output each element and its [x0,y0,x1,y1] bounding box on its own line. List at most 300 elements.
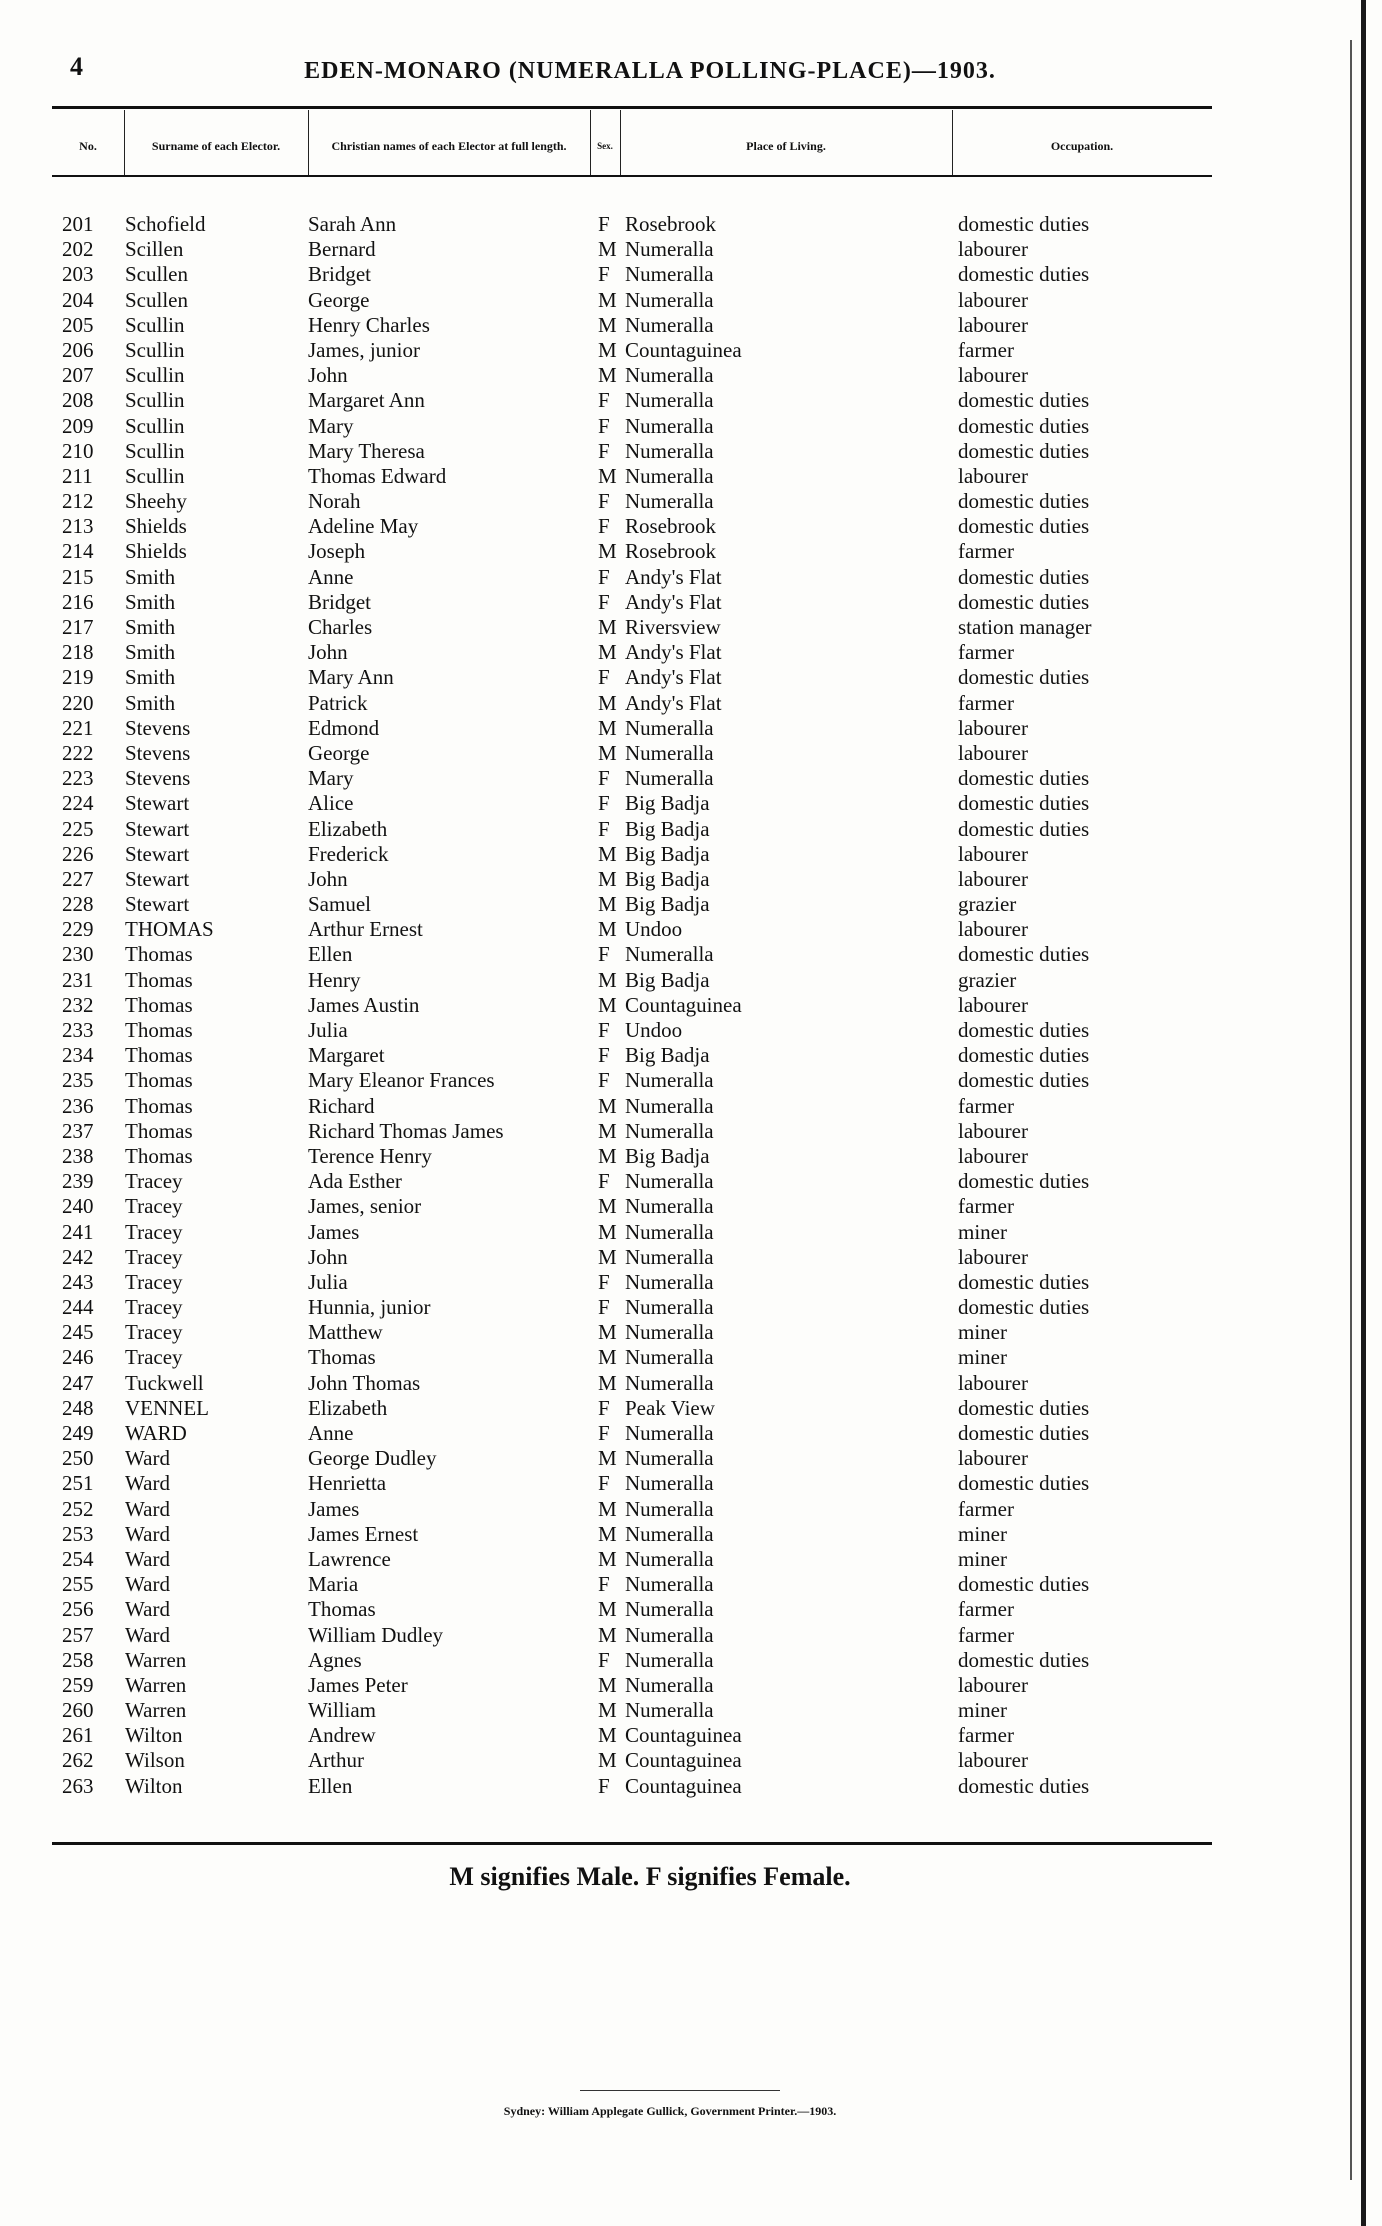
table-row [0,1748,1300,1773]
table-row [0,464,1300,489]
elector-christian-names: Thomas [308,1597,376,1622]
elector-place: Peak View [625,1395,715,1420]
elector-christian-names: Mary Theresa [308,438,425,463]
header-no: No. [79,139,97,153]
elector-surname: Tracey [125,1244,183,1269]
elector-number: 224 [62,791,94,816]
elector-christian-names: John Thomas [308,1370,421,1395]
elector-surname: Thomas [125,1018,193,1042]
elector-place: Numeralla [625,1320,714,1345]
elector-surname: Smith [125,665,176,690]
elector-christian-names: Margaret [308,1043,385,1068]
elector-occupation: labourer [958,1446,1028,1471]
elector-place: Undoo [625,917,683,942]
elector-surname: Ward [125,1622,170,1647]
elector-surname: Scullin [125,438,185,463]
column-divider [620,110,621,176]
table-row [0,1421,1300,1446]
page-title: EDEN-MONARO (NUMERALLA POLLING-PLACE)—1903. [304,58,996,84]
elector-surname: Thomas [125,1118,193,1143]
elector-sex: M [598,312,617,337]
elector-occupation: farmer [958,337,1014,362]
elector-place: Numeralla [625,489,714,514]
elector-surname: Scullin [125,363,185,388]
table-row [0,237,1300,262]
elector-sex: M [598,866,617,891]
elector-christian-names: Hunnia, junior [308,1295,431,1320]
elector-sex: F [598,791,610,816]
elector-number: 252 [62,1496,94,1521]
elector-sex: M [598,1597,617,1622]
elector-number: 221 [62,715,94,740]
elector-christian-names: Edmond [308,715,380,740]
electors-table [0,212,1300,1799]
elector-christian-names: Andrew [308,1723,376,1748]
elector-surname: Thomas [125,1143,193,1168]
elector-christian-names: Julia [308,1018,348,1042]
elector-place: Numeralla [625,1169,714,1194]
elector-christian-names: Elizabeth [308,1395,388,1420]
elector-christian-names: Ellen [308,1773,353,1798]
table-row [0,439,1300,464]
elector-christian-names: Henrietta [308,1471,387,1496]
elector-place: Numeralla [625,1672,714,1697]
elector-place: Big Badja [625,1043,710,1068]
elector-surname: Smith [125,640,176,665]
elector-surname: Stevens [125,740,191,765]
elector-occupation: miner [958,1320,1007,1345]
elector-christian-names: Richard Thomas James [308,1118,504,1143]
elector-sex: M [598,1118,617,1143]
elector-number: 220 [62,690,94,715]
elector-christian-names: Alice [308,791,354,816]
elector-number: 219 [62,665,94,690]
elector-christian-names: George [308,287,370,312]
elector-number: 223 [62,766,94,791]
elector-christian-names: John [308,363,348,388]
elector-sex: F [598,766,610,791]
elector-number: 217 [62,615,94,639]
elector-surname: Shields [125,539,187,564]
elector-number: 250 [62,1446,94,1471]
elector-surname: Scullin [125,388,185,413]
elector-occupation: labourer [958,1244,1028,1269]
elector-place: Numeralla [625,715,714,740]
elector-place: Numeralla [625,1622,714,1647]
elector-place: Rosebrook [625,212,716,236]
elector-place: Numeralla [625,740,714,765]
table-row [0,1119,1300,1144]
elector-number: 241 [62,1219,94,1244]
elector-christian-names: Margaret Ann [308,388,425,413]
elector-sex: F [598,1068,610,1093]
elector-place: Numeralla [625,1471,714,1496]
elector-surname: Sheehy [125,489,187,514]
page-binding-shadow [1350,40,1352,2180]
elector-christian-names: Mary Ann [308,665,394,690]
elector-number: 240 [62,1194,94,1219]
table-row [0,590,1300,615]
elector-christian-names: Sarah Ann [308,212,397,236]
column-divider [952,110,953,176]
elector-place: Numeralla [625,1295,714,1320]
elector-christian-names: Matthew [308,1320,383,1345]
elector-place: Numeralla [625,1244,714,1269]
elector-occupation: domestic duties [958,1043,1090,1068]
table-row [0,842,1300,867]
elector-number: 210 [62,438,94,463]
elector-sex: F [598,1395,610,1420]
elector-occupation: domestic duties [958,438,1090,463]
elector-surname: Tracey [125,1169,183,1194]
table-row [0,1094,1300,1119]
elector-place: Rosebrook [625,539,716,564]
elector-number: 253 [62,1521,94,1546]
table-row [0,262,1300,287]
elector-number: 259 [62,1672,94,1697]
elector-place: Andy's Flat [625,690,722,715]
elector-sex: F [598,564,610,589]
elector-number: 256 [62,1597,94,1622]
elector-surname: Thomas [125,1068,193,1093]
elector-place: Numeralla [625,1597,714,1622]
table-row [0,1169,1300,1194]
elector-number: 214 [62,539,94,564]
elector-occupation: station manager [958,615,1092,639]
elector-sex: M [598,1546,617,1571]
elector-place: Countaguinea [625,992,742,1017]
header-christian-names: Christian names of each Elector at full length. [331,139,567,153]
elector-sex: F [598,514,610,539]
elector-occupation: farmer [958,1093,1014,1118]
elector-surname: Ward [125,1446,170,1471]
elector-occupation: labourer [958,866,1028,891]
elector-surname: VENNEL [125,1395,209,1420]
table-row [0,791,1300,816]
elector-surname: Thomas [125,1043,193,1068]
elector-sex: M [598,1244,617,1269]
elector-sex: M [598,1622,617,1647]
elector-place: Rosebrook [625,514,716,539]
elector-occupation: domestic duties [958,212,1090,236]
header-place: Place of Living. [746,139,826,153]
elector-number: 257 [62,1622,94,1647]
elector-place: Big Badja [625,1143,710,1168]
table-row [0,1396,1300,1421]
elector-place: Numeralla [625,1269,714,1294]
elector-occupation: grazier [958,892,1017,917]
elector-sex: F [598,1169,610,1194]
elector-surname: Ward [125,1496,170,1521]
elector-surname: WARD [125,1421,187,1445]
elector-christian-names: Anne [308,564,354,589]
table-row [0,1471,1300,1496]
elector-number: 242 [62,1244,94,1269]
table-row [0,867,1300,892]
header-top-rule [52,106,1212,109]
elector-sex: M [598,615,617,639]
elector-sex: M [598,1446,617,1471]
elector-christian-names: Lawrence [308,1546,391,1571]
elector-occupation: miner [958,1219,1007,1244]
elector-number: 203 [62,262,94,287]
elector-place: Numeralla [625,438,714,463]
elector-place: Big Badja [625,841,710,866]
elector-occupation: domestic duties [958,816,1090,841]
elector-sex: M [598,539,617,564]
elector-number: 244 [62,1295,94,1320]
elector-christian-names: Adeline May [308,514,419,539]
elector-sex: M [598,363,617,388]
header-surname: Surname of each Elector. [151,139,281,153]
elector-number: 218 [62,640,94,665]
elector-sex: M [598,1194,617,1219]
elector-christian-names: Patrick [308,690,368,715]
elector-christian-names: Thomas [308,1345,376,1370]
table-row [0,1345,1300,1370]
elector-occupation: domestic duties [958,1018,1090,1042]
elector-place: Numeralla [625,388,714,413]
elector-christian-names: Terence Henry [308,1143,432,1168]
elector-place: Numeralla [625,942,714,967]
table-row [0,514,1300,539]
table-row [0,288,1300,313]
table-row [0,968,1300,993]
elector-surname: Scullen [125,287,188,312]
elector-surname: Tracey [125,1295,183,1320]
elector-number: 238 [62,1143,94,1168]
elector-place: Numeralla [625,237,714,262]
elector-occupation: domestic duties [958,514,1090,539]
elector-number: 260 [62,1698,94,1723]
table-row [0,691,1300,716]
elector-number: 261 [62,1723,94,1748]
table-row [0,640,1300,665]
elector-occupation: labourer [958,740,1028,765]
elector-occupation: labourer [958,363,1028,388]
elector-number: 231 [62,967,94,992]
elector-surname: Smith [125,564,176,589]
elector-occupation: domestic duties [958,665,1090,690]
table-row [0,539,1300,564]
elector-sex: M [598,917,617,942]
table-row [0,665,1300,690]
elector-christian-names: James, senior [308,1194,422,1219]
elector-place: Big Badja [625,791,710,816]
table-row [0,1774,1300,1799]
elector-place: Andy's Flat [625,589,722,614]
elector-place: Numeralla [625,1647,714,1672]
elector-christian-names: Samuel [308,892,371,917]
elector-christian-names: Arthur Ernest [308,917,423,942]
elector-occupation: farmer [958,1723,1014,1748]
elector-occupation: domestic duties [958,791,1090,816]
elector-number: 222 [62,740,94,765]
elector-surname: Scullin [125,413,185,438]
elector-number: 204 [62,287,94,312]
elector-christian-names: Joseph [308,539,366,564]
table-row [0,1068,1300,1093]
elector-sex: F [598,388,610,413]
elector-christian-names: Thomas Edward [308,463,447,488]
elector-occupation: labourer [958,841,1028,866]
elector-number: 201 [62,212,94,236]
elector-place: Numeralla [625,1546,714,1571]
elector-number: 202 [62,237,94,262]
elector-sex: F [598,438,610,463]
elector-occupation: labourer [958,1118,1028,1143]
elector-christian-names: Mary [308,766,354,791]
table-row [0,1497,1300,1522]
elector-place: Numeralla [625,312,714,337]
elector-sex: M [598,1723,617,1748]
elector-number: 263 [62,1773,94,1798]
table-row [0,615,1300,640]
elector-number: 254 [62,1546,94,1571]
elector-christian-names: James [308,1496,360,1521]
elector-surname: Scullin [125,337,185,362]
table-bottom-rule [52,1842,1212,1845]
elector-christian-names: Arthur [308,1748,364,1773]
header-bottom-rule [52,175,1212,177]
elector-christian-names: Agnes [308,1647,362,1672]
elector-occupation: farmer [958,690,1014,715]
elector-number: 211 [62,463,93,488]
elector-surname: Tracey [125,1219,183,1244]
elector-number: 246 [62,1345,94,1370]
elector-sex: M [598,992,617,1017]
elector-christian-names: John [308,866,348,891]
table-row [0,1295,1300,1320]
table-row [0,1220,1300,1245]
elector-place: Numeralla [625,1345,714,1370]
elector-occupation: labourer [958,1143,1028,1168]
elector-surname: Scullen [125,262,188,287]
elector-occupation: farmer [958,640,1014,665]
elector-number: 251 [62,1471,94,1496]
elector-number: 230 [62,942,94,967]
elector-number: 209 [62,413,94,438]
elector-sex: F [598,942,610,967]
elector-christian-names: John [308,1244,348,1269]
elector-number: 206 [62,337,94,362]
elector-place: Numeralla [625,1068,714,1093]
elector-number: 234 [62,1043,94,1068]
elector-occupation: domestic duties [958,1395,1090,1420]
elector-sex: M [598,690,617,715]
elector-occupation: labourer [958,1370,1028,1395]
elector-sex: F [598,1421,610,1445]
elector-surname: Warren [125,1647,187,1672]
elector-surname: Smith [125,589,176,614]
elector-sex: F [598,1471,610,1496]
elector-number: 247 [62,1370,94,1395]
elector-number: 227 [62,866,94,891]
elector-sex: M [598,967,617,992]
elector-occupation: grazier [958,967,1017,992]
elector-christian-names: Mary Eleanor Frances [308,1068,495,1093]
elector-sex: M [598,237,617,262]
elector-surname: Tracey [125,1345,183,1370]
elector-surname: Shields [125,514,187,539]
elector-occupation: domestic duties [958,766,1090,791]
elector-number: 258 [62,1647,94,1672]
header-occupation: Occupation. [1050,139,1114,153]
elector-sex: F [598,589,610,614]
elector-surname: Scullin [125,312,185,337]
column-divider [124,110,125,176]
elector-surname: Tuckwell [125,1370,204,1395]
elector-number: 207 [62,363,94,388]
elector-surname: Stevens [125,715,191,740]
elector-surname: Stevens [125,766,191,791]
elector-sex: M [598,463,617,488]
elector-place: Numeralla [625,1118,714,1143]
elector-sex: M [598,740,617,765]
elector-place: Riversview [625,615,721,639]
elector-sex: M [598,1143,617,1168]
elector-sex: M [598,1672,617,1697]
elector-sex: F [598,212,610,236]
table-row [0,1648,1300,1673]
elector-sex: F [598,1018,610,1042]
elector-number: 239 [62,1169,94,1194]
elector-place: Andy's Flat [625,640,722,665]
elector-occupation: domestic duties [958,1295,1090,1320]
table-row [0,1623,1300,1648]
elector-sex: F [598,1043,610,1068]
elector-number: 213 [62,514,94,539]
elector-place: Big Badja [625,866,710,891]
elector-number: 262 [62,1748,94,1773]
elector-surname: Tracey [125,1194,183,1219]
elector-sex: F [598,1269,610,1294]
elector-number: 215 [62,564,94,589]
table-row [0,942,1300,967]
elector-occupation: farmer [958,539,1014,564]
elector-surname: Ward [125,1546,170,1571]
elector-sex: M [598,1345,617,1370]
elector-place: Numeralla [625,262,714,287]
elector-occupation: domestic duties [958,1169,1090,1194]
elector-sex: F [598,262,610,287]
elector-sex: M [598,1219,617,1244]
elector-place: Numeralla [625,1698,714,1723]
table-row [0,1245,1300,1270]
sex-legend: M signifies Male. F signifies Female. [449,1862,851,1891]
elector-number: 205 [62,312,94,337]
elector-place: Numeralla [625,1521,714,1546]
elector-number: 248 [62,1395,94,1420]
elector-christian-names: Anne [308,1421,354,1445]
header-sex: Sex. [597,141,613,151]
elector-occupation: labourer [958,237,1028,262]
elector-number: 232 [62,992,94,1017]
table-row [0,1547,1300,1572]
elector-place: Numeralla [625,413,714,438]
elector-occupation: labourer [958,287,1028,312]
elector-occupation: miner [958,1698,1007,1723]
elector-place: Numeralla [625,463,714,488]
elector-sex: M [598,337,617,362]
elector-number: 208 [62,388,94,413]
elector-christian-names: Norah [308,489,361,514]
elector-occupation: domestic duties [958,1421,1090,1445]
elector-surname: THOMAS [125,917,214,942]
elector-occupation: labourer [958,312,1028,337]
table-row [0,212,1300,237]
elector-occupation: miner [958,1546,1007,1571]
